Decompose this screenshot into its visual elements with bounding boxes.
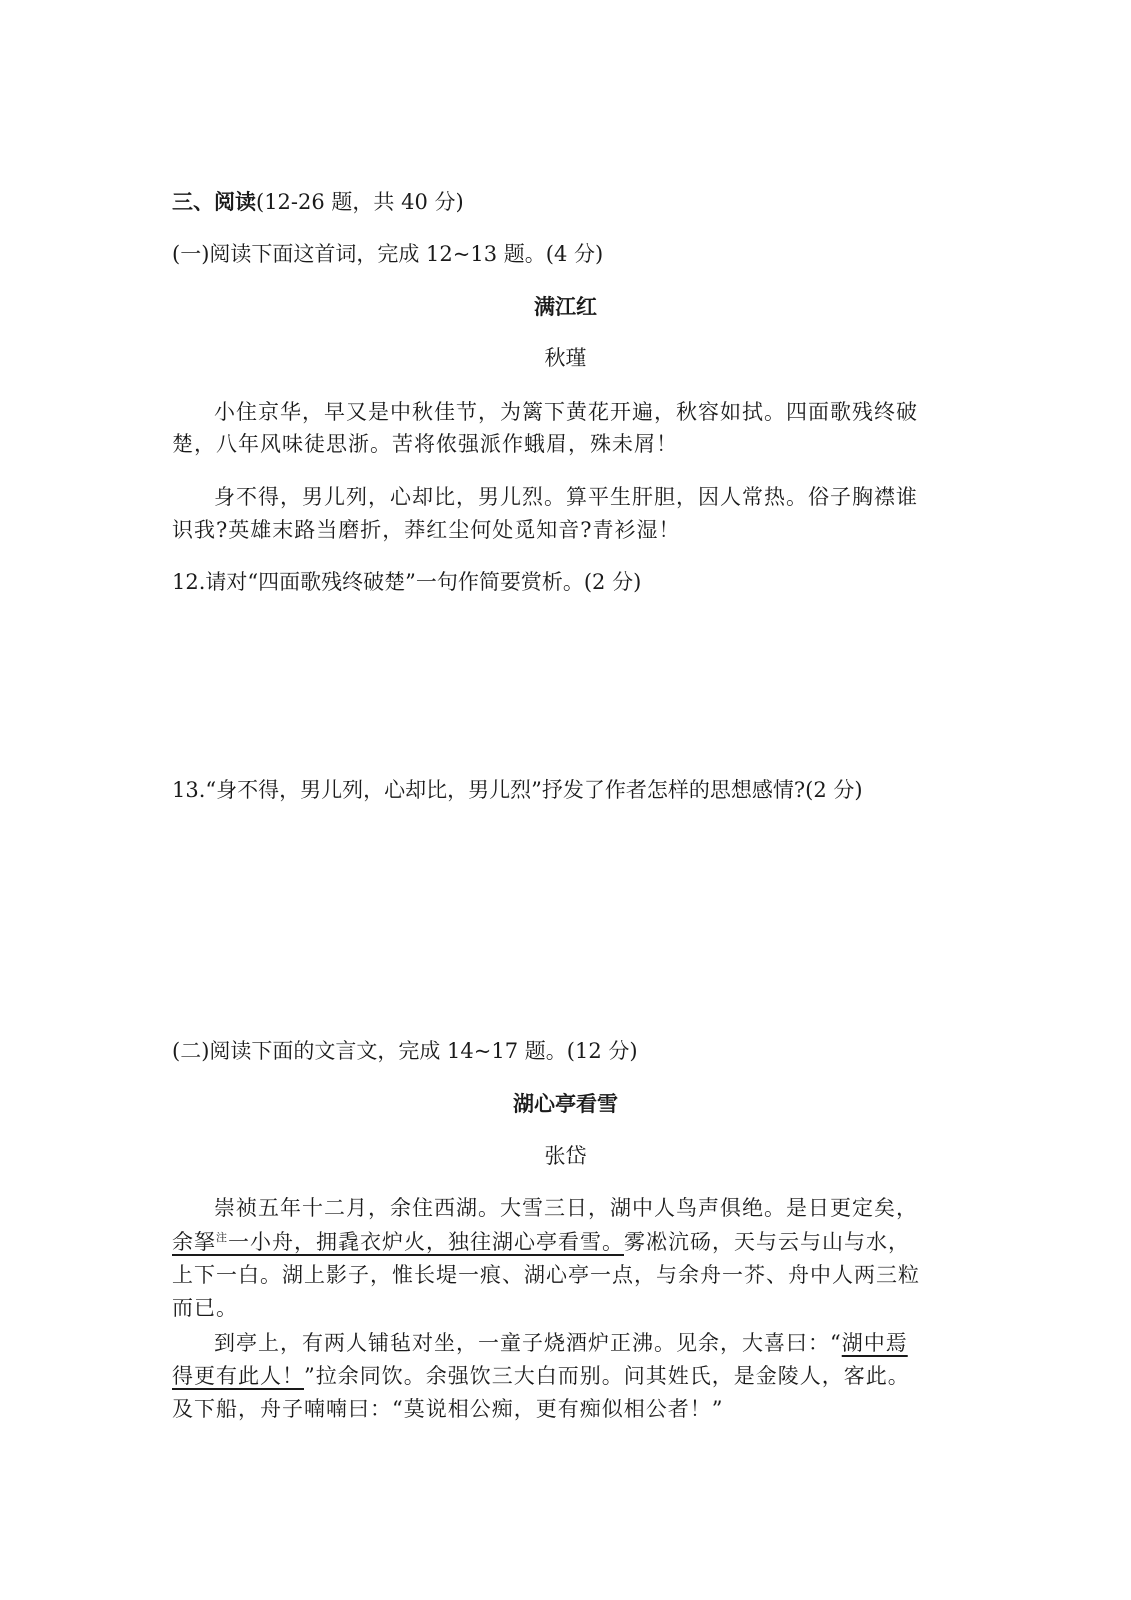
essay-author: 张岱	[544, 1144, 587, 1168]
poem-stanza2-line1: 身不得，男儿列，心却比，男儿烈。算平生肝胆，因人常热。俗子胸襟谁	[214, 485, 918, 509]
part2-intro: (二)阅读下面的文言文，完成 14~17 题。(12 分)	[172, 1039, 638, 1063]
section-heading	[172, 188, 464, 216]
essay-title: 湖心亭看雪	[513, 1091, 618, 1116]
essay-p2-line2: 得更有此人！”拉余同饮。余强饮三大白而别。问其姓氏，是金陵人，客此。	[172, 1364, 910, 1388]
essay-p1-line1: 崇祯五年十二月，余住西湖。大雪三日，湖中人鸟声俱绝。是日更定矣，	[214, 1196, 918, 1220]
underlined-sentence-b: 湖中焉	[841, 1331, 908, 1355]
essay-p2-line3: 及下船，舟子喃喃曰：“莫说相公痴，更有痴似相公者！”	[172, 1397, 724, 1421]
poem-stanza1-line2: 楚，八年风味徒思浙。苦将侬强派作蛾眉，殊未屑！	[172, 432, 678, 456]
footnote-marker: 注	[216, 1231, 228, 1244]
essay-p2-line1: 到亭上，有两人铺毡对坐，一童子烧酒炉正沸。见余，大喜曰：“湖中焉	[214, 1331, 908, 1355]
essay-p1-line2: 余拏$^注$一小舟，拥毳衣炉火，独往湖心亭看雪。雾凇沆砀，天与云与山与水，	[172, 1230, 910, 1254]
essay-p1-line3: 上下一白。湖上影子，惟长堤一痕、湖心亭一点，与余舟一芥、舟中人两三粒	[172, 1263, 920, 1287]
underlined-sentence-a: 余拏$^注$一小舟，拥毳衣炉火，独往湖心亭看雪。	[172, 1230, 624, 1254]
question-12: 12.请对“四面歌残终破楚”一句作简要赏析。(2 分)	[172, 570, 642, 594]
poem-author: 秋瑾	[544, 346, 587, 370]
poem-stanza1-line1: 小住京华，早又是中秋佳节，为篱下黄花开遍，秋容如拭。四面歌残终破	[214, 400, 918, 424]
underlined-sentence-b-cont: 得更有此人！	[172, 1364, 304, 1388]
poem-title: 满江红	[534, 294, 597, 319]
section-title: 三、阅读	[172, 189, 256, 214]
poem-stanza2-line2: 识我?英雄末路当磨折，莽红尘何处觅知音?青衫湿！	[172, 518, 681, 542]
essay-p1-line4: 而已。	[172, 1296, 238, 1320]
part1-intro: (一)阅读下面这首词，完成 12~13 题。(4 分)	[172, 242, 604, 266]
section-score: (12-26 题，共 40 分)	[256, 190, 464, 214]
question-13: 13.“身不得，男儿列，心却比，男儿烈”抒发了作者怎样的思想感情?(2 分)	[172, 778, 863, 802]
